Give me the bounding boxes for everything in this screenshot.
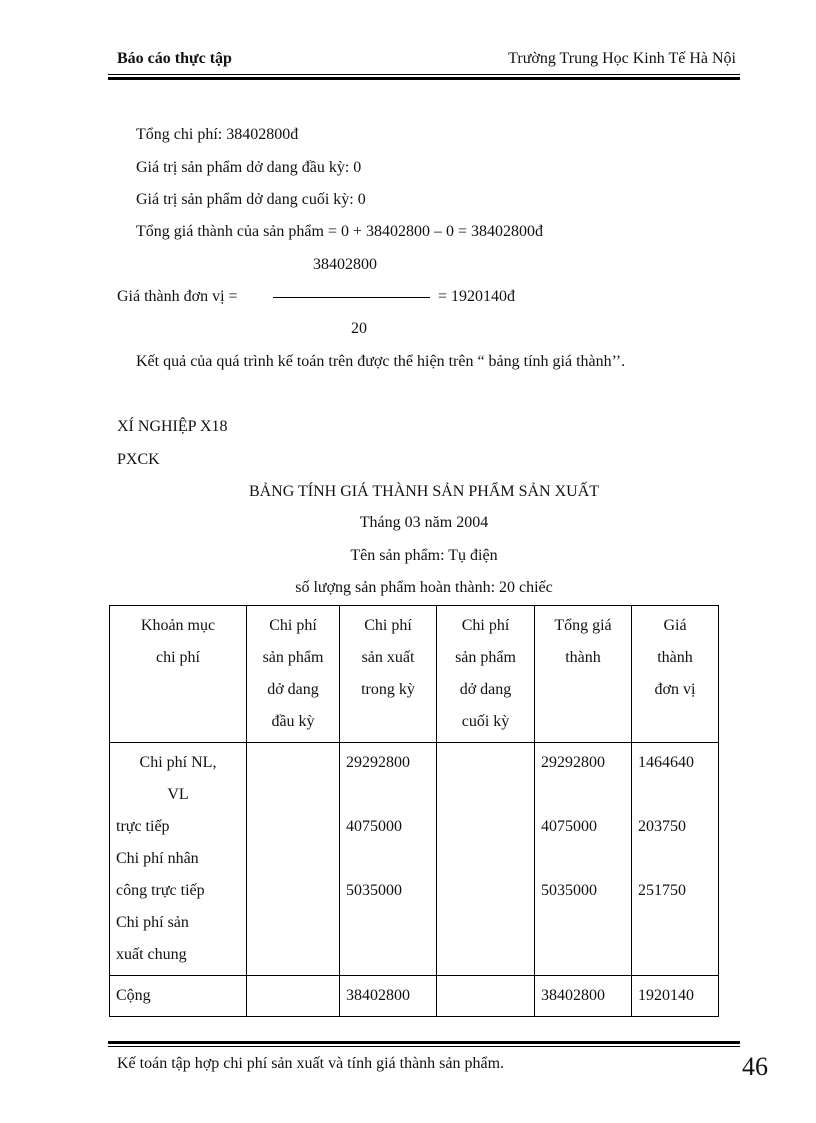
wip-begin-cell <box>247 743 340 976</box>
item-text: Chi phí nhân <box>116 850 199 867</box>
production-value <box>346 779 430 811</box>
workshop-name: PXCK <box>117 451 160 468</box>
fraction-numerator: 38402800 <box>313 256 377 273</box>
item-text: Chi phí sản <box>116 914 189 931</box>
enterprise-name: XÍ NGHIỆP X18 <box>117 418 228 435</box>
total-row-label: Cộng <box>110 976 247 1017</box>
total-row-unit: 1920140 <box>632 976 719 1017</box>
header-right-title: Trường Trung Học Kinh Tế Hà Nội <box>508 50 736 67</box>
header-text: dở dang <box>267 681 319 698</box>
footer-rule-thin <box>108 1046 740 1047</box>
table-total-row <box>110 976 719 1017</box>
header-cell-items <box>110 606 247 743</box>
table-title: BẢNG TÍNH GIÁ THÀNH SẢN PHẨM SẢN XUẤT <box>248 483 600 500</box>
item-text: xuất chung <box>116 946 187 963</box>
production-value: 4075000 <box>346 818 402 835</box>
header-text: thành <box>565 649 601 666</box>
total-cell <box>535 743 632 976</box>
item-text: VL <box>167 786 189 803</box>
production-value: 29292800 <box>346 754 410 771</box>
header-text: sản phẩm <box>455 649 516 666</box>
footer-text: Kế toán tập hợp chi phí sản xuất và tính giá thành sản phẩm. <box>117 1055 505 1072</box>
total-row-wip-begin <box>247 976 340 1017</box>
result-statement: Kết quả của quá trình kế toán trên được thể hiện trên “ bảng tính giá thành’’. <box>136 353 626 370</box>
header-text: cuối kỳ <box>461 713 510 730</box>
table-quantity: số lượng sản phẩm hoàn thành: 20 chiếc <box>295 579 553 596</box>
wip-end-cell <box>437 743 535 976</box>
header-text: Tổng giá <box>554 617 612 634</box>
header-text: sản xuất <box>361 649 415 666</box>
header-text: đơn vị <box>654 681 696 698</box>
item-text: Chi phí NL, <box>139 754 217 771</box>
total-value <box>541 843 625 875</box>
wip-end-line: Giá trị sản phẩm dở dang cuối kỳ: 0 <box>136 191 366 208</box>
header-cell-production <box>340 606 437 743</box>
header-text: chi phí <box>156 649 200 666</box>
header-cell-total <box>535 606 632 743</box>
header-text: đầu kỳ <box>271 713 315 730</box>
unit-price-result: = 1920140đ <box>438 288 516 305</box>
unit-value: 1464640 <box>638 754 694 771</box>
unit-value: 203750 <box>638 818 686 835</box>
total-value <box>541 779 625 811</box>
total-price-formula: Tổng giá thành của sản phẩm = 0 + 38402800 – 0 = 38402800đ <box>136 223 544 240</box>
production-value <box>346 843 430 875</box>
items-cell <box>110 743 247 976</box>
header-text: Chi phí <box>461 617 510 634</box>
total-value: 29292800 <box>541 754 605 771</box>
header-text: thành <box>657 649 693 666</box>
total-value: 5035000 <box>541 882 597 899</box>
unit-price-cell <box>632 743 719 976</box>
header-cell-wip-end <box>437 606 535 743</box>
unit-value <box>638 779 712 811</box>
total-cost-line: Tổng chi phí: 38402800đ <box>136 126 299 143</box>
header-left-title: Báo cáo thực tập <box>117 50 232 67</box>
cost-table <box>109 605 719 1017</box>
item-text: công trực tiếp <box>116 882 205 899</box>
table-header-row <box>110 606 719 743</box>
production-cell <box>340 743 437 976</box>
total-value: 4075000 <box>541 818 597 835</box>
header-text: trong kỳ <box>361 681 415 698</box>
header-text: Giá <box>663 617 687 634</box>
fraction-denominator: 20 <box>351 320 367 337</box>
item-text: trực tiếp <box>116 818 170 835</box>
total-row-production: 38402800 <box>340 976 437 1017</box>
unit-value: 251750 <box>638 882 686 899</box>
table-month: Tháng 03 năm 2004 <box>359 514 489 531</box>
footer-rule-thick <box>108 1041 740 1044</box>
production-value: 5035000 <box>346 882 402 899</box>
header-text: Chi phí <box>269 617 317 634</box>
header-text: dở dang <box>459 681 512 698</box>
header-cell-wip-begin <box>247 606 340 743</box>
total-row-total: 38402800 <box>535 976 632 1017</box>
wip-begin-line: Giá trị sản phẩm dở dang đầu kỳ: 0 <box>136 159 362 176</box>
unit-value <box>638 843 712 875</box>
header-rule-thin <box>108 74 740 75</box>
header-text: Chi phí <box>364 617 412 634</box>
table-product: Tên sản phẩm: Tụ điện <box>350 547 498 564</box>
header-cell-unit-price <box>632 606 719 743</box>
header-rule-thick <box>108 77 740 80</box>
header-text: sản phẩm <box>262 649 324 666</box>
total-row-wip-end <box>437 976 535 1017</box>
header-text: Khoản mục <box>140 617 216 634</box>
page-number: 46 <box>742 1052 768 1081</box>
fraction-bar <box>273 297 430 298</box>
unit-price-label: Giá thành đơn vị = <box>117 288 238 305</box>
table-body-row <box>110 743 719 976</box>
